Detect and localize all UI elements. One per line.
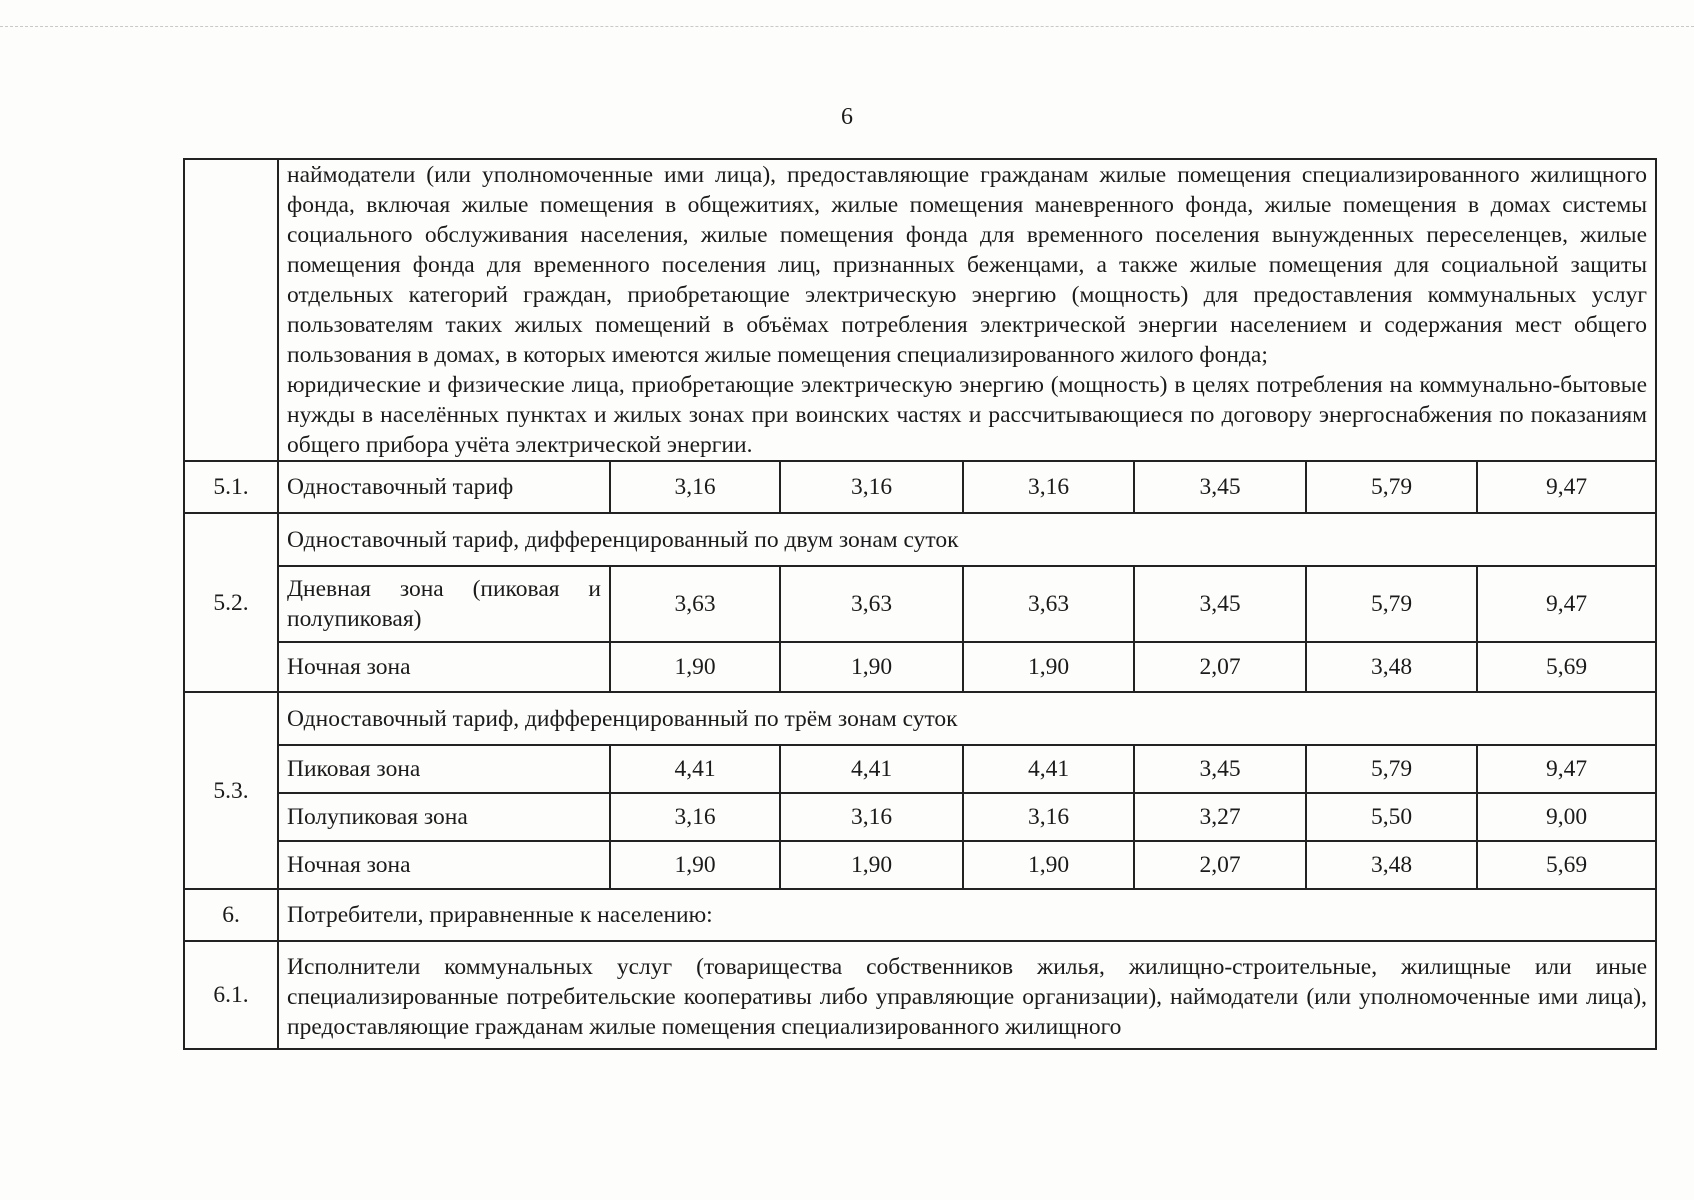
tariff-value: 3,27 — [1134, 793, 1306, 841]
tariff-value: 3,45 — [1134, 745, 1306, 793]
tariff-value: 5,79 — [1306, 461, 1477, 513]
row-number-cell-empty — [184, 159, 278, 461]
tariff-value: 3,63 — [610, 566, 780, 642]
tariff-value: 9,47 — [1477, 745, 1656, 793]
tariff-label: Пиковая зона — [278, 745, 610, 793]
tariff-value: 1,90 — [610, 841, 780, 889]
tariff-label: Одноставочный тариф — [278, 461, 610, 513]
row-number: 6. — [184, 889, 278, 941]
tariff-value: 2,07 — [1134, 642, 1306, 692]
consumer-description-text: Исполнители коммунальных услуг (товарищества собственников жилья, жилищно-строительные, жилищные или иные специализированные потребительские кооперативы либо управляющие организации), наймодатели (или уполномоченные ими лица), предоставляющие гражданам жилые помещения специализированного жилищного — [287, 954, 1648, 1040]
table-row-5-1 — [184, 461, 1656, 513]
page-number: 6 — [841, 104, 853, 130]
tariff-value: 3,16 — [963, 793, 1134, 841]
table-row-5-2-title — [184, 513, 1656, 566]
intro-paragraph-2: юридические и физические лица, приобретающие электрическую энергию (мощность) в целях потребления на коммунально-бытовые нужды в населённых пунктах и жилых зонах при воинских частях и рассчитывающиеся по договору энергоснабжения по показаниям общего прибора учёта электрической энергии. — [287, 372, 1648, 458]
tariff-value: 3,16 — [610, 461, 780, 513]
tariff-value: 2,07 — [1134, 841, 1306, 889]
tariff-value: 3,16 — [780, 461, 963, 513]
tariff-value: 5,79 — [1306, 745, 1477, 793]
tariff-value: 1,90 — [963, 642, 1134, 692]
tariff-value: 3,16 — [963, 461, 1134, 513]
tariff-value: 4,41 — [610, 745, 780, 793]
tariff-value: 3,48 — [1306, 642, 1477, 692]
table-row-5-3-semipeak — [184, 793, 1656, 841]
tariff-value: 1,90 — [963, 841, 1134, 889]
table-row-5-3-night — [184, 841, 1656, 889]
tariff-value: 9,00 — [1477, 793, 1656, 841]
tariff-value: 5,79 — [1306, 566, 1477, 642]
tariff-value: 3,45 — [1134, 566, 1306, 642]
tariff-table — [183, 158, 1657, 1050]
table-row-6 — [184, 889, 1656, 941]
tariff-value: 3,16 — [610, 793, 780, 841]
table-row-5-2-day — [184, 566, 1656, 642]
tariff-value: 3,63 — [963, 566, 1134, 642]
tariff-value: 3,63 — [780, 566, 963, 642]
tariff-value: 3,48 — [1306, 841, 1477, 889]
row-number: 5.1. — [184, 461, 278, 513]
row-number: 5.3. — [184, 692, 278, 889]
table-row-5-3-peak — [184, 745, 1656, 793]
consumer-description — [278, 941, 1656, 1049]
tariff-label: Дневная зона (пиковая и полупиковая) — [278, 566, 610, 642]
tariff-value: 1,90 — [780, 642, 963, 692]
tariff-value: 9,47 — [1477, 461, 1656, 513]
tariff-value: 5,50 — [1306, 793, 1477, 841]
intro-paragraph-1: наймодатели (или уполномоченные ими лица), предоставляющие гражданам жилые помещения специализированного жилищного фонда, включая жилые помещения в общежитиях, жилые помещения маневренного фонда, жилые помещения в домах системы социального обслуживания населения, жилые помещения фонда для временного поселения вынужденных переселенцев, жилые помещения фонда для временного поселения лиц, признанных беженцами, а также жилые помещения для социальной защиты отдельных категорий граждан, приобретающие электрическую энергию (мощность) для предоставления коммунальных услуг пользователям таких жилых помещений в объёмах потребления электрической энергии населением и содержания мест общего пользования в домах, в которых имеются жилые помещения специализированного жилого фонда; — [287, 162, 1648, 368]
table-row-intro — [184, 159, 1656, 461]
tariff-value: 5,69 — [1477, 841, 1656, 889]
section-title: Одноставочный тариф, дифференцированный по трём зонам суток — [278, 692, 1656, 745]
tariff-value: 4,41 — [963, 745, 1134, 793]
row-number: 6.1. — [184, 941, 278, 1049]
table-row-6-1 — [184, 941, 1656, 1049]
table-row-5-3-title — [184, 692, 1656, 745]
tariff-value: 3,16 — [780, 793, 963, 841]
scan-edge-line — [0, 26, 1694, 27]
tariff-value: 1,90 — [780, 841, 963, 889]
tariff-label: Ночная зона — [278, 642, 610, 692]
tariff-label: Полупиковая зона — [278, 793, 610, 841]
section-title: Потребители, приравненные к населению: — [278, 889, 1656, 941]
section-title: Одноставочный тариф, дифференцированный по двум зонам суток — [278, 513, 1656, 566]
tariff-label: Ночная зона — [278, 841, 610, 889]
intro-text-cell — [278, 159, 1656, 461]
row-number: 5.2. — [184, 513, 278, 692]
tariff-value: 9,47 — [1477, 566, 1656, 642]
tariff-value: 5,69 — [1477, 642, 1656, 692]
tariff-value: 3,45 — [1134, 461, 1306, 513]
tariff-value: 1,90 — [610, 642, 780, 692]
tariff-value: 4,41 — [780, 745, 963, 793]
table-row-5-2-night — [184, 642, 1656, 692]
